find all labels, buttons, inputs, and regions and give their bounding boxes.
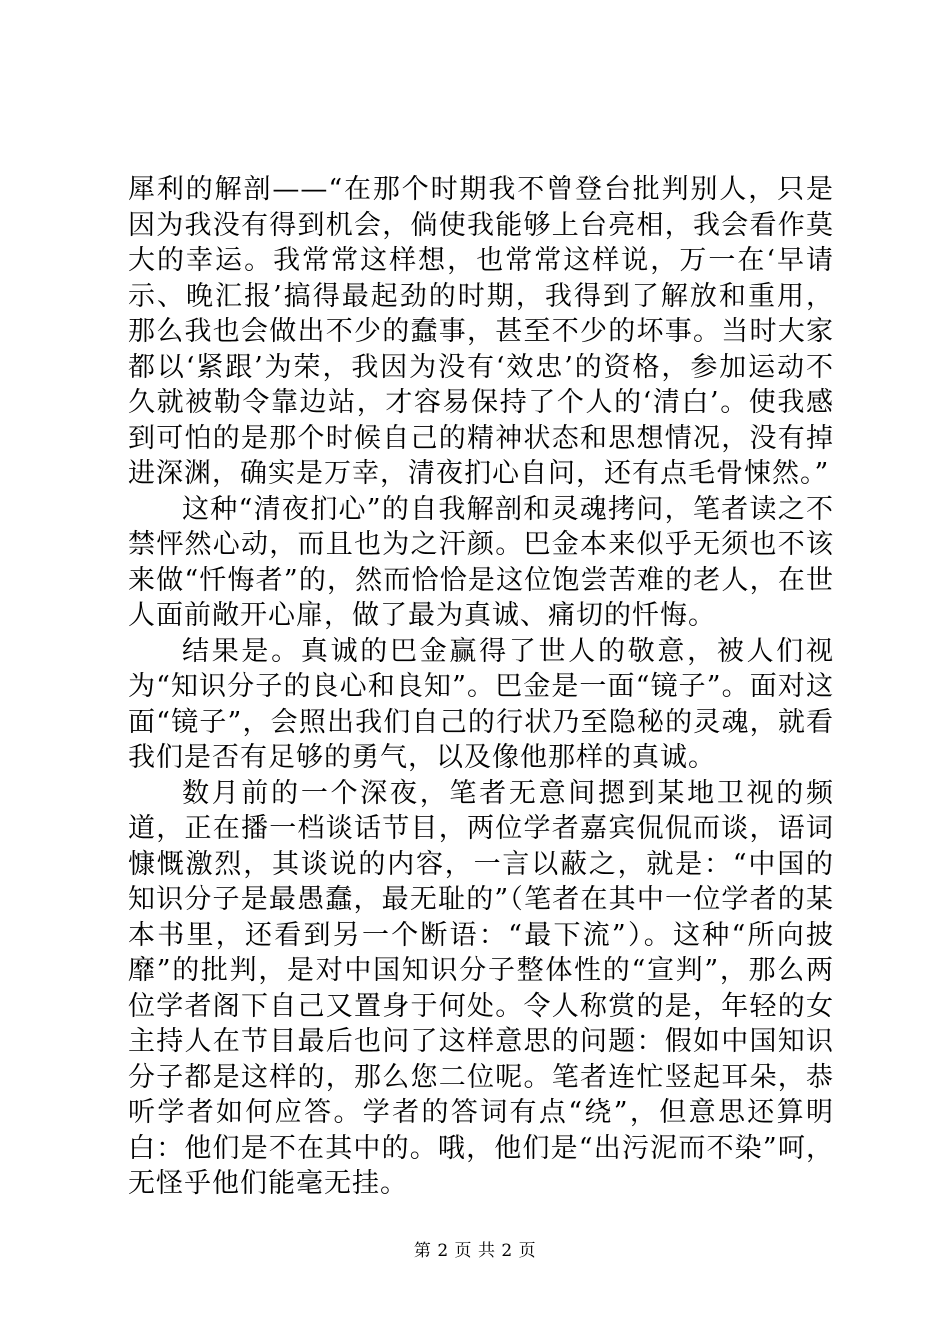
paragraph: 数月前的一个深夜，笔者无意间摁到某地卫视的频道，正在播一档谈话节目，两位学者嘉宾侃侃而谈，语词慷慨激烈，其谈说的内容，一言以蔽之，就是：“中国的知识分子是最愚蠢，最无耻的”（笔者在其中一位学者的某本书里，还看到另一个断语：“最下流”）。这种“所向披靡”的批判，是对中国知识分子整体性的“宣判”，那么两位学者阁下自己又置身于何处。令人称赏的是，年轻的女主持人在节目最后也问了这样意思的问题：假如中国知识分子都是这样的，那么您二位呢。笔者连忙竖起耳朵，恭听学者如何应答。学者的答词有点“绕”，但意思还算明白：他们是不在其中的。哦，他们是“出污泥而不染”呵，无怪乎他们能毫无挂。 bbox=[128, 777, 834, 1199]
page-footer: 第 2 页 共 2 页 bbox=[413, 1241, 537, 1261]
paragraph-continuation: 犀利的解剖——“在那个时期我不曾登台批判别人，只是因为我没有得到机会，倘使我能够上台亮相，我会看作莫大的幸运。我常常这样想，也常常这样说，万一在‘早请示、晚汇报’搞得最起劲的时期，我得到了解放和重用，那么我也会做出不少的蠢事，甚至不少的坏事。当时大家都以‘紧跟’为荣，我因为没有‘效忠’的资格，参加运动不久就被勒令靠边站，才容易保持了个人的‘清白’。使我感到可怕的是那个时候自己的精神状态和思想情况，没有掉进深渊，确实是万幸，清夜扪心自问，还有点毛骨悚然。” bbox=[128, 174, 834, 489]
paragraph: 这种“清夜扪心”的自我解剖和灵魂拷问，笔者读之不禁怦然心动，而且也为之汗颜。巴金本来似乎无须也不该来做“忏悔者”的，然而恰恰是这位饱尝苦难的老人，在世人面前敞开心扉，做了最为真诚、痛切的忏悔。 bbox=[128, 493, 834, 631]
document-body bbox=[128, 172, 834, 1202]
paragraph: 结果是。真诚的巴金赢得了世人的敬意，被人们视为“知识分子的良心和良知”。巴金是一面“镜子”。面对这面“镜子”，会照出我们自己的行状乃至隐秘的灵魂，就看我们是否有足够的勇气，以及像他那样的真诚。 bbox=[128, 635, 834, 773]
